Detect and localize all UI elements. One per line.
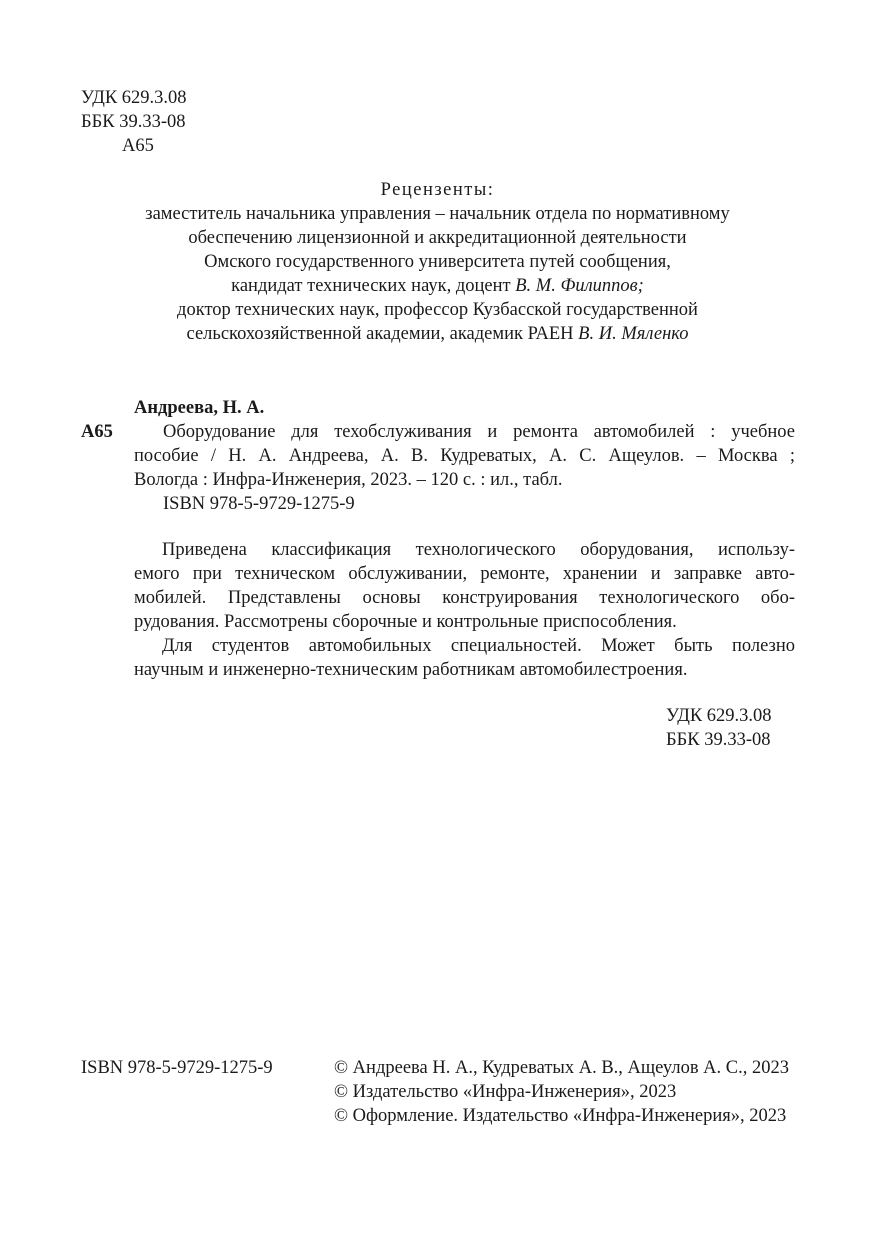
udk-code-bottom: УДК 629.3.08 (666, 706, 772, 726)
biblio-author: Андреева, Н. А. (134, 398, 265, 418)
abstract-line-1: Приведена классификация технологического оборудования, использу- (162, 540, 795, 560)
copyright-publisher: © Издательство «Инфра-Инженерия», 2023 (334, 1082, 677, 1102)
classification-block (81, 86, 187, 158)
reviewer-line-4 (0, 274, 875, 298)
bbk-code: ББК 39.33-08 (81, 112, 186, 132)
copyright-block (334, 1056, 789, 1128)
abstract-line-2: емого при техническом обслуживании, ремонте, хранении и заправке авто- (134, 564, 795, 584)
biblio-code: А65 (81, 422, 113, 442)
reviewers-heading: Рецензенты: (380, 180, 495, 200)
copyright-authors: © Андреева Н. А., Кудреватых А. В., Ащеулов А. С., 2023 (334, 1058, 790, 1078)
reviewer1-title: кандидат технических наук, доцент (231, 276, 516, 296)
abstract-line-5: Для студентов автомобильных специальностей. Может быть полезно (162, 636, 795, 656)
biblio-isbn: ISBN 978-5-9729-1275-9 (163, 494, 355, 514)
bibliographic-record (81, 396, 795, 516)
reviewer2-title: сельскохозяйственной академии, академик РАЕН (186, 324, 579, 344)
reviewers-block (0, 178, 875, 346)
reviewer-line-6 (0, 322, 875, 346)
abstract-block (134, 538, 795, 682)
bbk-code-bottom: ББК 39.33-08 (666, 730, 771, 750)
abstract-line-6: научным и инженерно-техническим работникам автомобилестроения. (134, 660, 688, 680)
udk-code: УДК 629.3.08 (81, 88, 187, 108)
biblio-line-3: Вологда : Инфра-Инженерия, 2023. – 120 с. : ил., табл. (134, 470, 563, 490)
classification-bottom (666, 704, 772, 752)
abstract-line-4: рудования. Рассмотрены сборочные и контрольные приспособления. (134, 612, 677, 632)
copyright-design: © Оформление. Издательство «Инфра-Инженерия», 2023 (334, 1106, 787, 1126)
reviewer2-name: В. И. Мяленко (578, 324, 689, 344)
biblio-line-1: Оборудование для техобслуживания и ремонта автомобилей : учебное (163, 422, 795, 442)
reviewer-line-3: Омского государственного университета путей сообщения, (204, 252, 671, 272)
biblio-line-2: пособие / Н. А. Андреева, А. В. Кудреватых, А. С. Ащеулов. – Москва ; (134, 446, 795, 466)
reviewer-line-5: доктор технических наук, профессор Кузбасской государственной (177, 300, 698, 320)
reviewer-line-1: заместитель начальника управления – начальник отдела по нормативному (145, 204, 730, 224)
footer-isbn: ISBN 978-5-9729-1275-9 (81, 1058, 273, 1078)
reviewer1-name: В. М. Филиппов; (515, 276, 644, 296)
reviewer-line-2: обеспечению лицензионной и аккредитационной деятельности (188, 228, 687, 248)
abstract-line-3: мобилей. Представлены основы конструирования технологического обо- (134, 588, 795, 608)
author-mark: А65 (122, 136, 154, 156)
